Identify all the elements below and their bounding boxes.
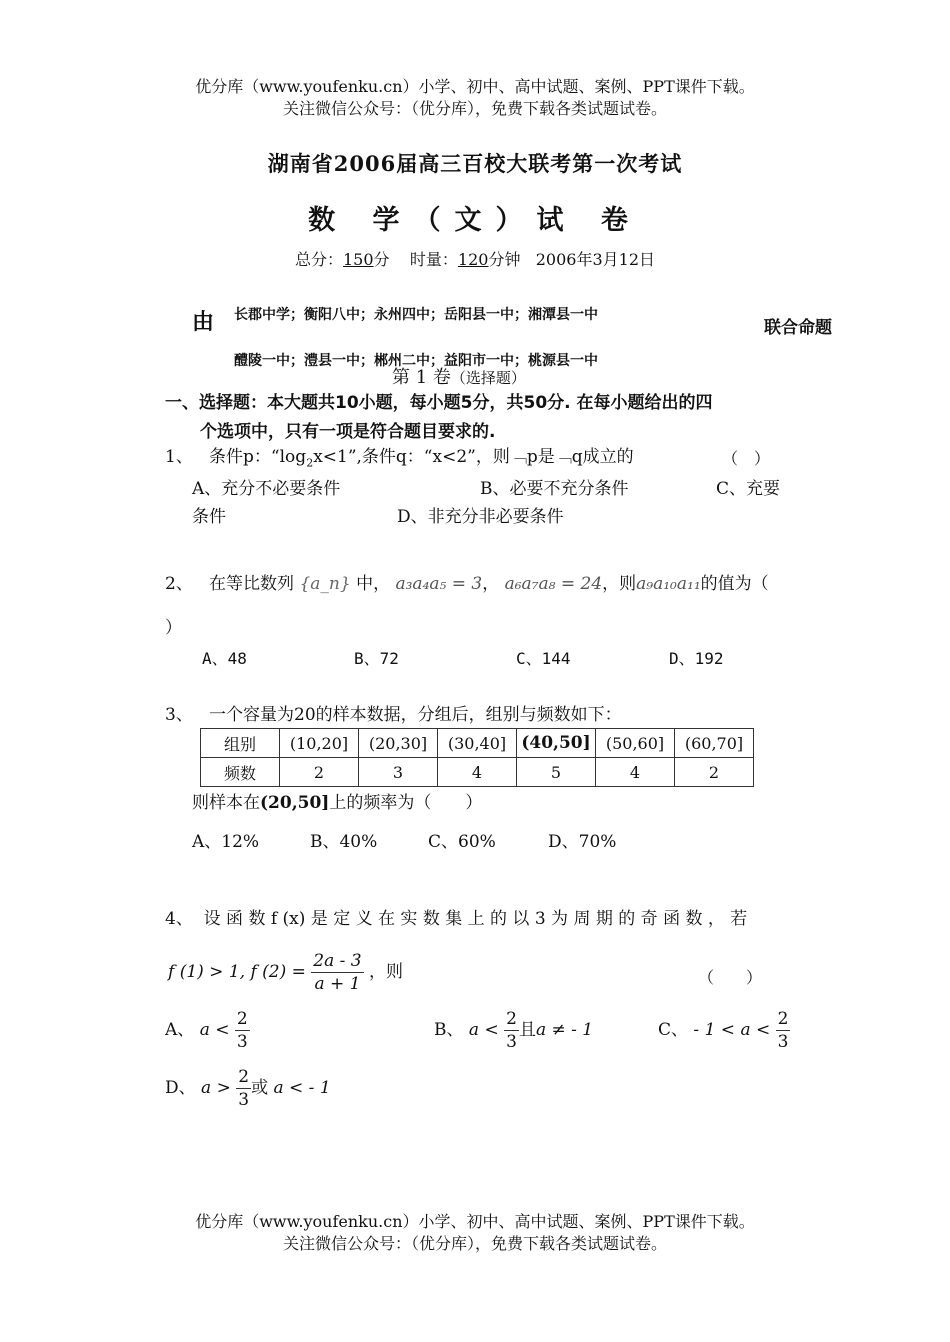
q1-answer-paren: （ ） (722, 449, 771, 468)
q2-separator: ， (482, 574, 500, 594)
fraction-two-thirds (235, 1008, 250, 1053)
q2-equation-1: a₃a₄a₅ = 3 (395, 574, 483, 594)
q2-expression: a₉a₁₀a₁₁ (636, 574, 701, 594)
group-cell: (40,50] (517, 729, 596, 758)
q4-less-than: < (484, 1020, 499, 1040)
q4-fraction-denominator: a + 1 (314, 974, 361, 994)
q3-after-b: 上的频率为（ ） (329, 793, 483, 813)
q4-condition (168, 950, 403, 995)
table-row-frequencies (201, 758, 754, 787)
q2-number: 2、 (165, 574, 193, 594)
section-1-line-2: 个选项中，只有一项是符合题目要求的. (200, 422, 496, 442)
q1-option-c-cont: 条件 (192, 507, 226, 527)
q4-greater-than: > (216, 1078, 231, 1098)
question-1 (165, 444, 634, 476)
q3-option-d: D、70% (548, 832, 617, 852)
q4-then: ，则 (369, 962, 404, 982)
total-unit: 分 (373, 250, 390, 269)
question-3 (165, 702, 622, 728)
q4-condition-expr: f (1) > 1, f (2) = (168, 962, 306, 982)
fraction-num: 2 (236, 1009, 248, 1029)
frequency-cell: 4 (596, 758, 675, 787)
q4-answer-paren: （ ） (698, 968, 763, 987)
q1-text-b: x<1”,条件q：“x<2”，则﹁p是﹁q成立的 (313, 447, 634, 467)
q3-text: 一个容量为20的样本数据，分组后，组别与频数如下： (209, 705, 622, 725)
group-cell: (30,40] (438, 729, 517, 758)
q4-var: a (468, 1020, 480, 1040)
fraction-den: 3 (238, 1090, 250, 1110)
joint-proposition: 联合命题 (764, 318, 832, 338)
schools-prefix: 由 (192, 309, 215, 335)
volume-heading (392, 363, 526, 389)
q3-option-a: A、12% (192, 832, 260, 852)
q4-option-b-tail: a ≠ - 1 (535, 1020, 594, 1040)
fraction-den: 3 (506, 1032, 517, 1052)
q4-number: 4、 (165, 909, 193, 929)
volume-subtitle: （选择题） (450, 369, 526, 387)
group-cell: (60,70] (675, 729, 754, 758)
section-1-line-1: 一、选择题：本大题共10小题，每小题5分，共50分. 在每小题给出的四 (165, 393, 713, 413)
q1-number: 1、 (165, 447, 193, 467)
q4-line-1: 设 函 数 f (x) 是 定 义 在 实 数 集 上 的 以 3 为 周 期 的 奇 函 数 ， 若 (203, 909, 748, 929)
frequency-cell: 4 (438, 758, 517, 787)
group-cell: (20,30] (359, 729, 438, 758)
footer-line-2: 关注微信公众号：（优分库），免费下载各类试题试卷。 (282, 1234, 667, 1253)
q3-option-c: C、60% (428, 832, 496, 852)
q2-text-1: 在等比数列 (209, 574, 295, 594)
q2-text-3: ，则 (602, 574, 637, 594)
q2-option-a: A、48 (202, 649, 247, 668)
q3-option-b: B、40% (310, 832, 378, 852)
fraction-num: 2 (506, 1009, 517, 1029)
q4-option-a-label: A、 (165, 1020, 195, 1040)
table-row-groups (201, 729, 754, 758)
subject-title: 数 学（文）试 卷 (308, 205, 642, 236)
time-value: 120 (457, 250, 489, 269)
q2-text-2: 中， (356, 574, 391, 594)
frequency-cell: 2 (675, 758, 754, 787)
fraction-den: 3 (777, 1032, 789, 1052)
q2-equation-2: a₆a₇a₈ = 24 (504, 574, 603, 594)
fraction-two-thirds (776, 1008, 791, 1053)
q2-option-c: C、144 (516, 649, 571, 668)
schools-line-2: 醴陵一中；澧县一中；郴州二中；益阳市一中；桃源县一中 (234, 353, 598, 369)
q4-option-c (658, 1008, 790, 1053)
volume-label: 第 1 卷 (392, 367, 451, 388)
frequency-table (200, 728, 754, 787)
q1-option-b: B、必要不充分条件 (480, 479, 629, 499)
q4-option-d (165, 1066, 331, 1111)
question-2 (165, 571, 769, 597)
q4-option-a (165, 1008, 250, 1053)
fraction-num: 2 (238, 1067, 250, 1087)
q1-log-base: 2 (306, 456, 314, 470)
q4-option-b-and: 且 (518, 1020, 536, 1040)
q1-option-d: D、非充分非必要条件 (397, 507, 564, 527)
q2-sequence: {a_n} (299, 574, 351, 594)
fraction-den: 3 (236, 1032, 248, 1052)
header-line-1: 优分库（www.youfenku.cn）小学、初中、高中试题、案例、PPT课件下载。 (195, 77, 755, 96)
q4-option-d-or: 或 (251, 1078, 269, 1098)
q4-option-c-head: - 1 < a < (693, 1020, 771, 1040)
exam-meta (0, 247, 950, 270)
page-footer (0, 1211, 950, 1255)
total-label: 总分： (294, 250, 343, 269)
total-value: 150 (343, 250, 374, 269)
q2-close-paren: ） (165, 618, 182, 638)
q3-number: 3、 (165, 705, 193, 725)
q3-followup (192, 790, 482, 816)
q1-text-a: 条件p：“log (209, 447, 307, 467)
q4-var: a (201, 1078, 212, 1098)
q3-after-a: 则样本在 (192, 793, 260, 813)
q4-option-d-tail: a < - 1 (273, 1078, 331, 1098)
q4-option-c-label: C、 (658, 1020, 689, 1040)
frequency-cell: 2 (280, 758, 359, 787)
q4-option-b-label: B、 (434, 1020, 464, 1040)
q1-option-a: A、充分不必要条件 (192, 479, 341, 499)
schools-line-1: 长郡中学；衡阳八中；永州四中；岳阳县一中；湘潭县一中 (234, 307, 598, 323)
time-unit: 分钟 (488, 250, 521, 269)
group-cell: (10,20] (280, 729, 359, 758)
frequency-cell: 3 (359, 758, 438, 787)
q2-option-b: B、72 (354, 649, 399, 668)
page-header (0, 76, 950, 120)
group-cell: (50,60] (596, 729, 675, 758)
frequency-cell: 5 (517, 758, 596, 787)
fraction-num: 2 (777, 1009, 789, 1029)
time-label: 时量： (409, 250, 458, 269)
q4-option-d-label: D、 (165, 1078, 196, 1098)
exam-title: 湖南省2006届高三百校大联考第一次考试 (267, 151, 683, 176)
footer-line-1: 优分库（www.youfenku.cn）小学、初中、高中试题、案例、PPT课件下载。 (195, 1212, 755, 1231)
q3-interval: (20,50] (260, 793, 330, 813)
exam-date: 2006年3月12日 (535, 250, 656, 269)
q4-fraction-numerator: 2a - 3 (313, 951, 362, 971)
q2-text-4: 的值为（ (700, 574, 769, 594)
question-4 (165, 906, 747, 932)
table-header-cell: 频数 (201, 758, 280, 787)
header-line-2: 关注微信公众号：（优分库），免费下载各类试题试卷。 (282, 99, 667, 118)
q4-var: a (199, 1020, 210, 1040)
q1-option-c: C、充要 (716, 479, 781, 499)
q2-option-d: D、192 (669, 649, 724, 668)
q4-fraction (311, 950, 363, 995)
fraction-two-thirds (504, 1008, 519, 1053)
q4-option-b (434, 1008, 593, 1053)
fraction-two-thirds (236, 1066, 251, 1111)
q4-less-than: < (215, 1020, 230, 1040)
table-header-cell: 组别 (201, 729, 280, 758)
